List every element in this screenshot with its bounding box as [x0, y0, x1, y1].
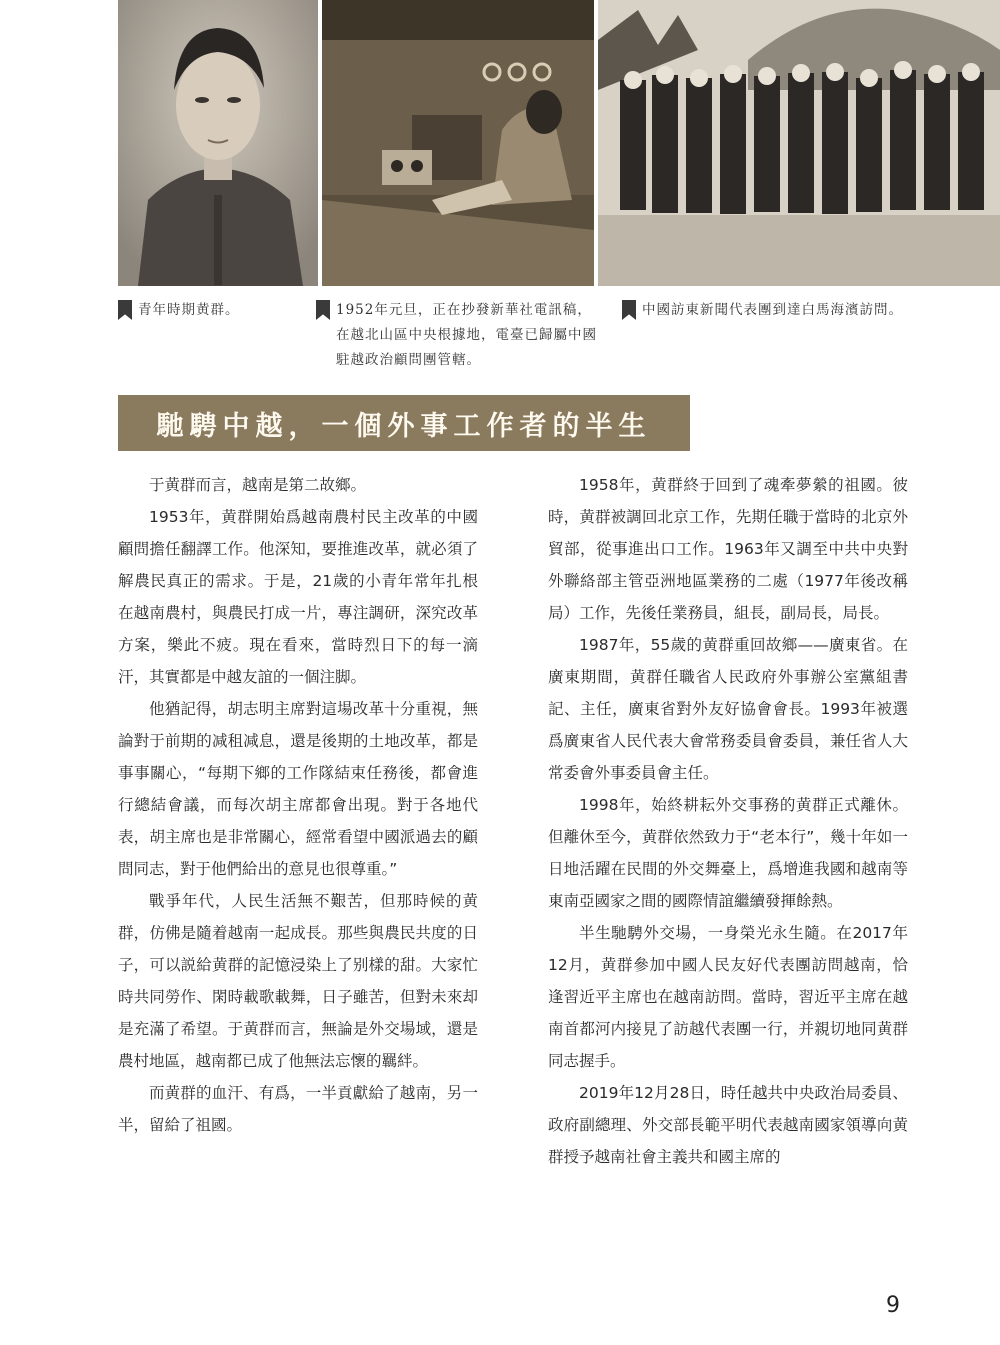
paragraph: 半生馳騁外交場，一身榮光永生隨。在2017年12月，黄群參加中國人民友好代表團訪問越南，恰逢習近平主席也在越南訪問。當時，習近平主席在越南首都河内接見了訪越代表團一行，并親切地同黄群同志握手。 [548, 924, 908, 1070]
photo-caption-delegation [622, 298, 992, 323]
paragraph: 1998年，始終耕耘外交事務的黄群正式離休。但離休至今，黄群依然致力于“老本行”，幾十年如一日地活躍在民間的外交舞臺上，爲增進我國和越南等東南亞國家之間的國際情誼繼續發揮餘熱。 [548, 796, 908, 910]
section-heading-banner [118, 395, 690, 451]
photo-caption-portrait [118, 298, 308, 323]
paragraph: 他猶記得，胡志明主席對這場改革十分重視，無論對于前期的减租减息，還是後期的土地改革，都是事事關心，“每期下鄉的工作隊結束任務後，都會進行總結會議，而每次胡主席都會出現。對于各地代表，胡主席也是非常關心，經常看望中國派過去的顧問同志，對于他們給出的意見也很尊重。” [118, 700, 478, 878]
radio-operator-photo [322, 0, 594, 286]
paragraph: 于黄群而言，越南是第二故鄉。 [149, 476, 367, 494]
paragraph: 戰爭年代，人民生活無不艱苦，但那時候的黄群，仿佛是隨着越南一起成長。那些與農民共度的日子，可以説給黄群的記憶浸染上了别樣的甜。大家忙時共同勞作、閑時載歌載舞，日子雖苦，但對未來却是充滿了希望。于黄群而言，無論是外交場域，還是農村地區，越南都已成了他無法忘懷的羈絆。 [118, 892, 478, 1070]
paragraph: 1953年，黄群開始爲越南農村民主改革的中國顧問擔任翻譯工作。他深知，要推進改革，就必須了解農民真正的需求。于是，21歲的小青年常年扎根在越南農村，與農民打成一片，專注調研，深究改革方案，樂此不疲。現在看來，當時烈日下的每一滴汗，其實都是中越友誼的一個注脚。 [118, 508, 478, 686]
portrait-photo [118, 0, 318, 286]
paragraph: 1987年，55歲的黄群重回故鄉——廣東省。在廣東期間，黄群任職省人民政府外事辦公室黨組書記、主任，廣東省對外友好協會會長。1993年被選爲廣東省人民代表大會常務委員會委員，兼任省人大常委會外事委員會主任。 [548, 636, 908, 782]
photo-caption-radio [316, 298, 616, 373]
caption-text: 青年時期黄群。 [138, 302, 240, 318]
article-column-left [118, 469, 478, 1141]
paragraph: 2019年12月28日，時任越共中央政治局委員、政府副總理、外交部長範平明代表越南國家領導向黄群授予越南社會主義共和國主席的 [548, 1084, 908, 1166]
section-heading: 馳騁中越，一個外事工作者的半生 [156, 410, 652, 442]
paragraph: 而黄群的血汗、有爲，一半貢獻給了越南，另一半，留給了祖國。 [118, 1084, 478, 1134]
page-number: 9 [886, 1293, 900, 1318]
caption-text: 中國訪東新聞代表團到達白馬海濱訪問。 [642, 302, 903, 318]
article-column-right [548, 469, 908, 1173]
paragraph: 1958年，黄群終于回到了魂牽夢縈的祖國。彼時，黄群被調回北京工作，先期任職于當時的北京外貿部，從事進出口工作。1963年又調至中共中央對外聯絡部主管亞洲地區業務的二處（1977年後改稱局）工作，先後任業務員，組長，副局長，局長。 [548, 476, 908, 622]
caption-text: 1952年元旦，正在抄發新華社電訊稿， 在越北山區中央根據地，電臺已歸屬中國 駐越政治顧問團管轄。 [336, 302, 597, 368]
delegation-beach-photo [598, 0, 1000, 286]
